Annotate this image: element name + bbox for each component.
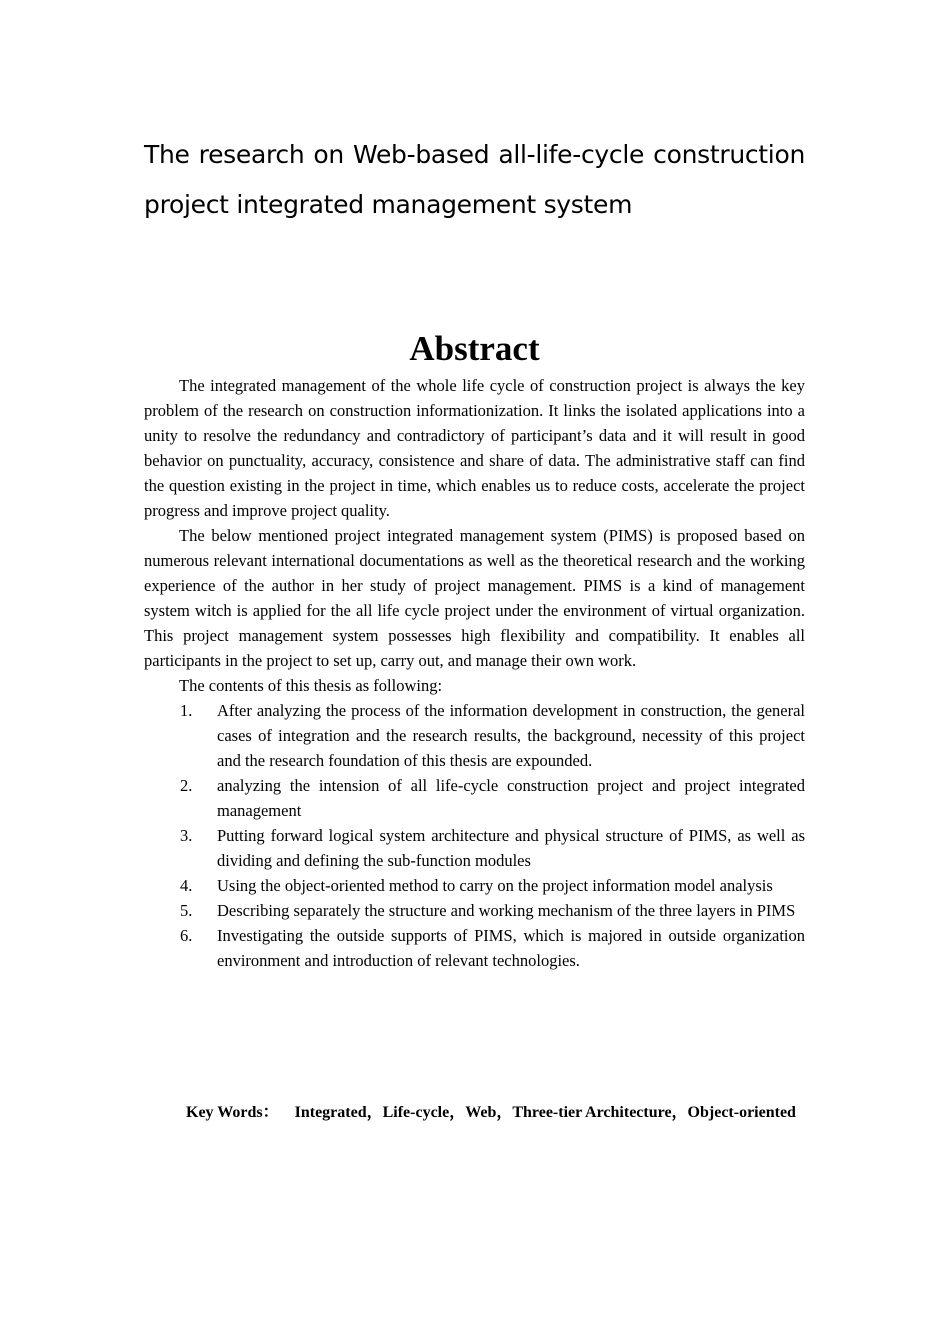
- list-item: [144, 898, 805, 923]
- list-item: [144, 873, 805, 898]
- list-item-text: Putting forward logical system architecture and physical structure of PIMS, as well as dividing and defining the sub-function modules: [217, 826, 805, 870]
- list-item: [144, 698, 805, 773]
- abstract-body: [144, 373, 805, 973]
- list-item-text: analyzing the intension of all life-cycle construction project and project integrated management: [217, 776, 805, 820]
- list-item-number: 6.: [180, 926, 193, 945]
- abstract-paragraph-2: The below mentioned project integrated management system (PIMS) is proposed based on numerous relevant international documentations as well as the theoretical research and the working experience of the author in her study of project management. PIMS is a kind of management system witch is applied for the all life cycle project under the environment of virtual organization. This project management system possesses high flexibility and compatibility. It enables all participants in the project to set up, carry out, and manage their own work.: [144, 526, 805, 670]
- list-item-text: Describing separately the structure and working mechanism of the three layers in PIMS: [217, 901, 796, 920]
- list-item-text: Investigating the outside supports of PIMS, which is majored in outside organization environment and introduction of relevant technologies.: [217, 926, 805, 970]
- abstract-paragraph-1: The integrated management of the whole life cycle of construction project is always the key problem of the research on construction informationization. It links the isolated applications into a unity to resolve the redundancy and contradictory of participant’s data and it will result in good behavior on punctuality, accuracy, consistence and share of data. The administrative staff can find the question existing in the project in time, which enables us to reduce costs, accelerate the project progress and improve project quality.: [144, 376, 805, 520]
- contents-list: [144, 698, 805, 973]
- list-item-number: 3.: [180, 826, 193, 845]
- list-item-number: 4.: [180, 876, 193, 895]
- list-item-number: 2.: [180, 776, 193, 795]
- thesis-title: The research on Web-based all-life-cycle construction project integrated management system: [144, 140, 805, 219]
- list-item-number: 1.: [180, 701, 193, 720]
- list-item: [144, 823, 805, 873]
- list-item-text: After analyzing the process of the information development in construction, the general cases of integration and the research results, the background, necessity of this project and the research foundation of this thesis are expounded.: [217, 701, 805, 770]
- list-item-text: Using the object-oriented method to carry on the project information model analysis: [217, 876, 773, 895]
- keywords-text: Integrated，Life-cycle，Web，Three-tier Architecture，Object-oriented: [294, 1104, 796, 1121]
- keywords-line: [186, 1100, 926, 1125]
- keywords-label: Key Words：: [186, 1104, 279, 1121]
- list-item: [144, 773, 805, 823]
- contents-intro: The contents of this thesis as following:: [179, 676, 443, 695]
- list-item: [144, 923, 805, 973]
- abstract-heading: Abstract: [409, 329, 540, 368]
- list-item-number: 5.: [180, 901, 193, 920]
